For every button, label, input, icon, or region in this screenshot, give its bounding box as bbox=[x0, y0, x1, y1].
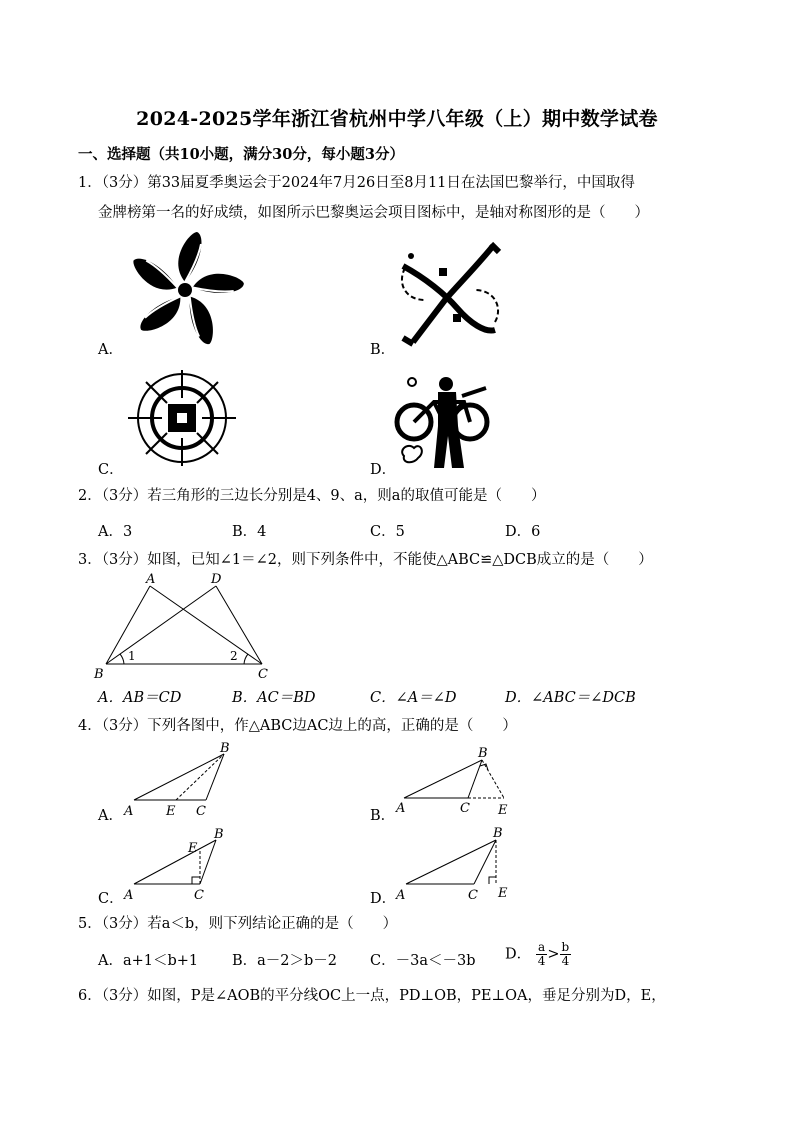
q4-option-c-label: C． bbox=[98, 891, 124, 907]
q3-angle2-label: 2 bbox=[230, 649, 238, 663]
q3-label-a: A bbox=[146, 572, 156, 587]
q5-frac-relation: > bbox=[547, 946, 560, 963]
q1-option-d-label: D． bbox=[370, 462, 397, 478]
q5-frac-right-num: b bbox=[561, 940, 570, 954]
q2-stem: 2．（3分）若三角形的三边长分别是4、9、a，则a的取值可能是（ ） bbox=[78, 488, 546, 504]
q4d-label-e: E bbox=[498, 886, 508, 901]
q1-option-b-hockey-icon bbox=[395, 238, 505, 350]
q1-option-b-label: B． bbox=[370, 342, 396, 358]
q4d-label-a: A bbox=[396, 888, 406, 903]
q4b-label-c: C bbox=[460, 801, 470, 816]
q1-option-c-target-icon bbox=[126, 370, 236, 466]
q4-option-a-figure bbox=[120, 738, 240, 820]
q3-stem: 3．（3分）如图，已知∠1＝∠2，则下列条件中，不能使△ABC≌△DCB成立的是（ ） bbox=[78, 552, 653, 568]
q4-option-a-label: A． bbox=[98, 808, 123, 824]
q4-stem: 4．（3分）下列各图中，作△ABC边AC边上的高，正确的是（ ） bbox=[78, 718, 517, 734]
q5-option-b: B．a－2＞b－2 bbox=[232, 953, 338, 969]
q1-option-a-pinwheel-icon bbox=[122, 230, 252, 348]
q1-option-c-label: C． bbox=[98, 462, 124, 478]
section-heading: 一、选择题（共10小题，满分30分，每小题3分） bbox=[78, 146, 404, 163]
q4c-label-c: C bbox=[194, 888, 204, 903]
q4a-label-c: C bbox=[196, 804, 206, 819]
q3-option-c: C．∠A＝∠D bbox=[370, 690, 457, 706]
q1-stem-line2: 金牌榜第一名的好成绩，如图所示巴黎奥运会项目图标中，是轴对称图形的是（ ） bbox=[98, 205, 649, 221]
q4a-label-b: B bbox=[220, 741, 230, 756]
q2-option-c: C．5 bbox=[370, 524, 405, 540]
q5-stem: 5．（3分）若a＜b，则下列结论正确的是（ ） bbox=[78, 916, 398, 932]
q3-label-d: D bbox=[211, 572, 222, 587]
q4b-label-e: E bbox=[498, 803, 508, 818]
q3-label-c: C bbox=[258, 667, 268, 682]
q4a-label-e: E bbox=[166, 804, 176, 819]
q4-option-b-figure bbox=[392, 742, 522, 822]
q3-label-b: B bbox=[94, 667, 104, 682]
q3-option-d: D．∠ABC＝∠DCB bbox=[505, 690, 636, 706]
q3-option-b: B．AC＝BD bbox=[232, 690, 316, 706]
q3-option-a: A．AB＝CD bbox=[98, 690, 182, 706]
q5-option-d-label: D． bbox=[505, 946, 532, 963]
q5-option-d-frac-right bbox=[560, 941, 572, 968]
q4a-label-a: A bbox=[124, 804, 134, 819]
q4b-label-a: A bbox=[396, 801, 406, 816]
q5-frac-right-den: 4 bbox=[561, 954, 570, 968]
q4-option-c-figure bbox=[120, 826, 230, 904]
q1-stem-line1: 1．（3分）第33届夏季奥运会于2024年7月26日至8月11日在法国巴黎举行，中国取得 bbox=[78, 175, 635, 191]
q4b-label-b: B bbox=[478, 746, 488, 761]
q2-option-a: A．3 bbox=[98, 524, 133, 540]
q3-figure bbox=[92, 570, 277, 682]
q1-option-d-cyclist-icon bbox=[394, 376, 494, 472]
q4-option-d-label: D． bbox=[370, 891, 397, 907]
q3-angle1-label: 1 bbox=[128, 649, 136, 663]
q4d-label-c: C bbox=[468, 888, 478, 903]
q5-frac-left-num: a bbox=[536, 941, 548, 955]
q2-option-b: B．4 bbox=[232, 524, 267, 540]
q5-option-c: C．－3a＜－3b bbox=[370, 953, 476, 969]
page-title: 2024-2025学年浙江省杭州中学八年级（上）期中数学试卷 bbox=[136, 108, 658, 130]
q5-option-a: A．a+1＜b+1 bbox=[98, 953, 199, 969]
q4-option-b-label: B． bbox=[370, 808, 396, 824]
q1-option-a-label: A． bbox=[98, 342, 123, 358]
q4c-label-b: B bbox=[214, 827, 224, 842]
q4c-label-e: E bbox=[188, 841, 198, 856]
q2-option-d: D．6 bbox=[505, 524, 541, 540]
q4c-label-a: A bbox=[124, 888, 134, 903]
q4-option-d-figure bbox=[392, 824, 522, 906]
q6-stem: 6．（3分）如图，P是∠AOB的平分线OC上一点，PD⊥OB，PE⊥OA，垂足分别为D，E， bbox=[78, 988, 666, 1004]
q4d-label-b: B bbox=[493, 826, 503, 841]
q5-frac-left-den: 4 bbox=[537, 954, 546, 968]
q5-option-d-frac-left bbox=[536, 941, 548, 968]
q5-option-d bbox=[505, 941, 571, 968]
